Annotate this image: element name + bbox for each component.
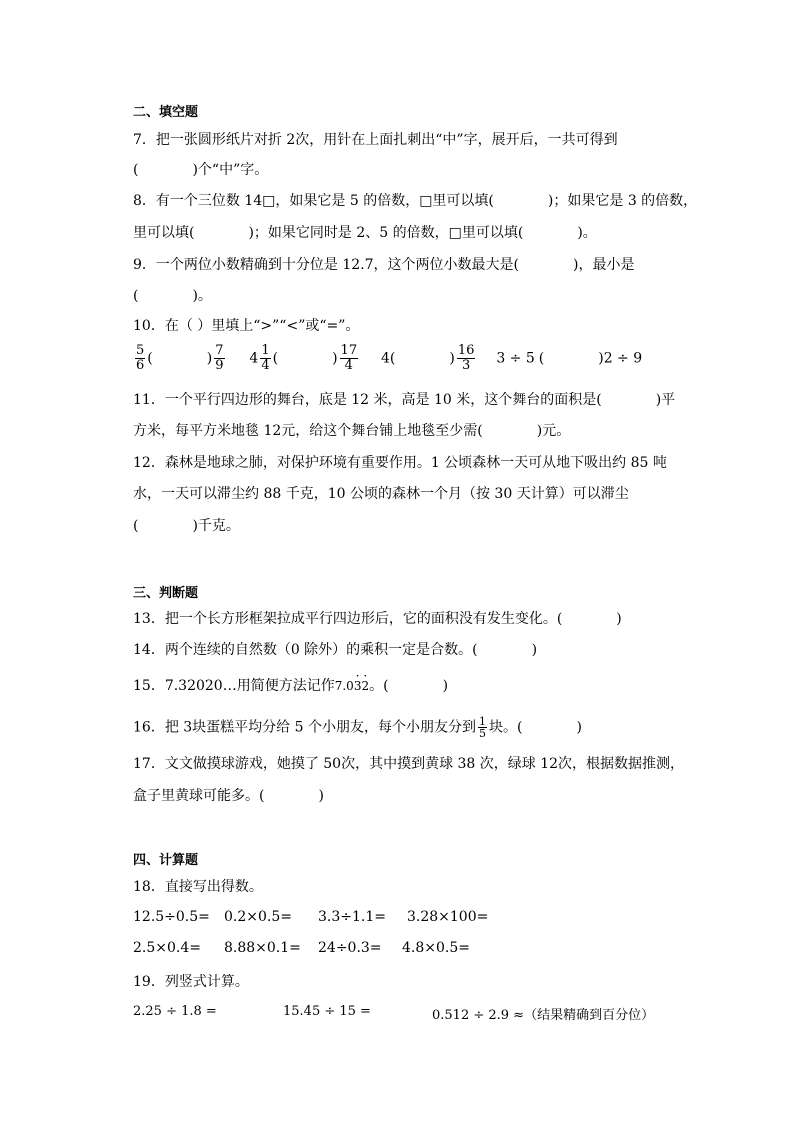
question-7-line2: ( )个“中”字。 xyxy=(133,162,269,178)
question-17-line1: 17．文文做摸球游戏，她摸了 50次，其中摸到黄球 38 次，绿球 12次，根据数据推测， xyxy=(133,756,685,772)
calc-item: 3.3÷1.1= xyxy=(318,909,386,925)
section-heading-calc: 四、计算题 xyxy=(133,853,199,868)
vertical-calc-item: 2.25 ÷ 1.8 = xyxy=(133,1004,217,1019)
question-9-line1: 9．一个两位小数精确到十分位是 12.7，这个两位小数最大是( )，最小是 xyxy=(133,257,635,273)
question-11-line1: 11．一个平行四边形的舞台，底是 12 米，高是 10 米，这个舞台的面积是( )平 xyxy=(133,392,676,408)
question-15: 15．7.32020…用简便方法记作7.0· 3· 2。( ) xyxy=(133,677,448,695)
fraction-5-6: $\frac{5}{6}$ xyxy=(136,343,145,373)
question-19-title: 19．列竖式计算。 xyxy=(133,974,249,990)
calc-item: 3.28×100= xyxy=(407,909,489,925)
calc-item: 12.5÷0.5= xyxy=(133,909,210,925)
question-12-line2: 水，一天可以滞尘约 88 千克，10 公顷的森林一个月（按 30 天计算）可以滞尘 xyxy=(133,486,629,502)
calc-item: 24÷0.3= xyxy=(318,940,382,956)
fraction-16-3: $\frac{16}{3}$ xyxy=(457,343,475,373)
calc-item: 8.88×0.1= xyxy=(224,940,301,956)
vertical-calc-item: 15.45 ÷ 15 = xyxy=(283,1004,371,1019)
question-13: 13．把一个长方形框架拉成平行四边形后，它的面积没有发生变化。( ) xyxy=(133,611,622,627)
fraction-1-5: $\frac{1}{5}$ xyxy=(478,715,486,740)
question-16: 16．把 3块蛋糕平均分给 5 个小朋友，每个小朋友分到 $\frac{1}{5}$ 块。( ) xyxy=(133,715,582,740)
question-7-line1: 7．把一张圆形纸片对折 2次，用针在上面扎刺出“中”字，展开后，一共可得到 xyxy=(133,132,618,148)
question-12-line1: 12．森林是地球之肺，对保护环境有重要作用。1 公顷森林一天可从地下吸出约 85 吨 xyxy=(133,455,667,471)
section-heading-fill: 二、填空题 xyxy=(133,105,199,120)
fraction-1-4: $\frac{1}{4}$ xyxy=(261,343,270,373)
question-8-line1: 8．有一个三位数 14□，如果它是 5 的倍数，□里可以填( )；如果它是 3 的倍数， xyxy=(133,193,698,209)
question-11-line2: 方米，每平方米地毯 12元，给这个舞台铺上地毯至少需( )元。 xyxy=(133,423,571,439)
calc-item: 0.2×0.5= xyxy=(224,909,292,925)
question-14: 14．两个连续的自然数（0 除外）的乘积一定是合数。( ) xyxy=(133,642,538,658)
question-12-line3: ( )千克。 xyxy=(133,518,240,534)
fraction-17-4: $\frac{17}{4}$ xyxy=(340,343,358,373)
question-10-comparisons: $\frac{5}{6}$ ( ) $\frac{7}{9}$ 4 $\frac{1}{4}$ ( ) $\frac{17}{4}$ 4( ) $\frac{16}{3}$ 3 ÷ 5 ( )2 ÷ 9 xyxy=(136,343,643,373)
fraction-7-9: $\frac{7}{9}$ xyxy=(215,343,224,373)
question-9-line2: ( )。 xyxy=(133,288,212,304)
question-8-line2: 里可以填( )；如果它同时是 2、5 的倍数，□里可以填( )。 xyxy=(133,225,597,241)
calc-item: 4.8×0.5= xyxy=(402,940,470,956)
question-17-line2: 盒子里黄球可能多。( ) xyxy=(133,788,324,804)
question-18-title: 18．直接写出得数。 xyxy=(133,879,263,895)
section-heading-judge: 三、判断题 xyxy=(133,586,199,601)
question-10-text: 10．在（ ）里填上“>”“<”或“=”。 xyxy=(133,318,360,334)
repeating-decimal: 7.0· 3· 2 xyxy=(335,679,369,693)
vertical-calc-item: 0.512 ÷ 2.9 ≈（结果精确到百分位） xyxy=(432,1008,655,1023)
calc-item: 2.5×0.4= xyxy=(133,940,201,956)
